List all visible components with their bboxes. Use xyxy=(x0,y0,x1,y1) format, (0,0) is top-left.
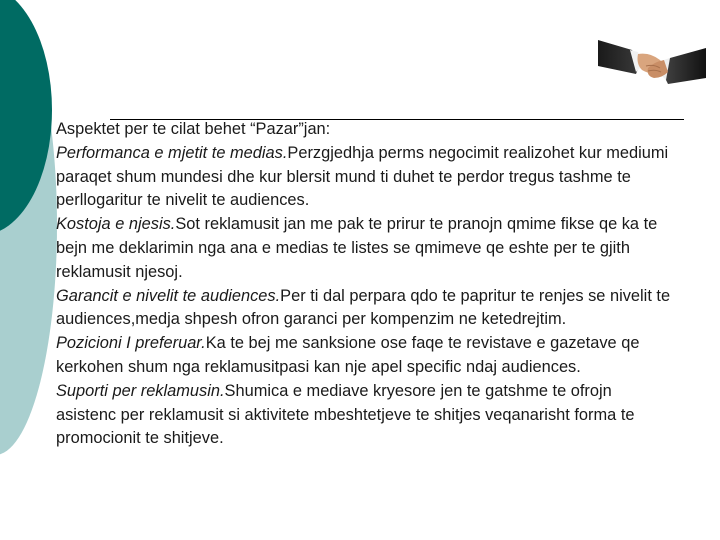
list-item xyxy=(56,142,676,213)
slide-body xyxy=(56,118,676,451)
item-text: Shumica e mediave kryesore jen te gatshme te ofrojn asistenc per reklamusit si aktivitete mbeshtetjeve te shitjes veqanarisht forma te promocionit te shitjeve. xyxy=(56,381,635,448)
list-item xyxy=(56,213,676,284)
list-item xyxy=(56,332,676,380)
item-text: Sot reklamusit jan me pak te prirur te pranojn qmime fikse qe ka te bejn me deklarimin nga ana e medias te listes se qmimeve qe eshte per te gjith reklamusit njesoj. xyxy=(56,215,658,281)
list-item xyxy=(56,380,676,451)
item-term: Garancit e nivelit te audiences. xyxy=(56,286,281,305)
handshake-image xyxy=(598,26,706,92)
slide-heading: Aspektet per te cilat behet “Pazar”jan: xyxy=(56,120,331,138)
list-item xyxy=(56,285,676,333)
item-text: Ka te bej me sanksione ose faqe te revistave e gazetave qe kerkohen shum nga reklamusitpasi kan nje apel specific ndaj audiences. xyxy=(56,334,640,376)
item-term: Suporti per reklamusin. xyxy=(56,381,225,400)
item-text: Perzgjedhja perms negocimit realizohet kur mediumi paraqet shum mundesi dhe kur blersit mund ti duhet te perdor tregus tashme te perllogaritur te nivelit te audiences. xyxy=(56,143,669,210)
item-term: Performanca e mjetit te medias. xyxy=(56,143,288,162)
item-term: Kostoja e njesis. xyxy=(56,215,176,234)
item-term: Pozicioni I preferuar. xyxy=(56,334,206,353)
item-text: Per ti dal perpara qdo te papritur te renjes se nivelit te audiences,medja shpesh ofron garanci per kompenzim ne ketedrejtim. xyxy=(56,286,671,329)
